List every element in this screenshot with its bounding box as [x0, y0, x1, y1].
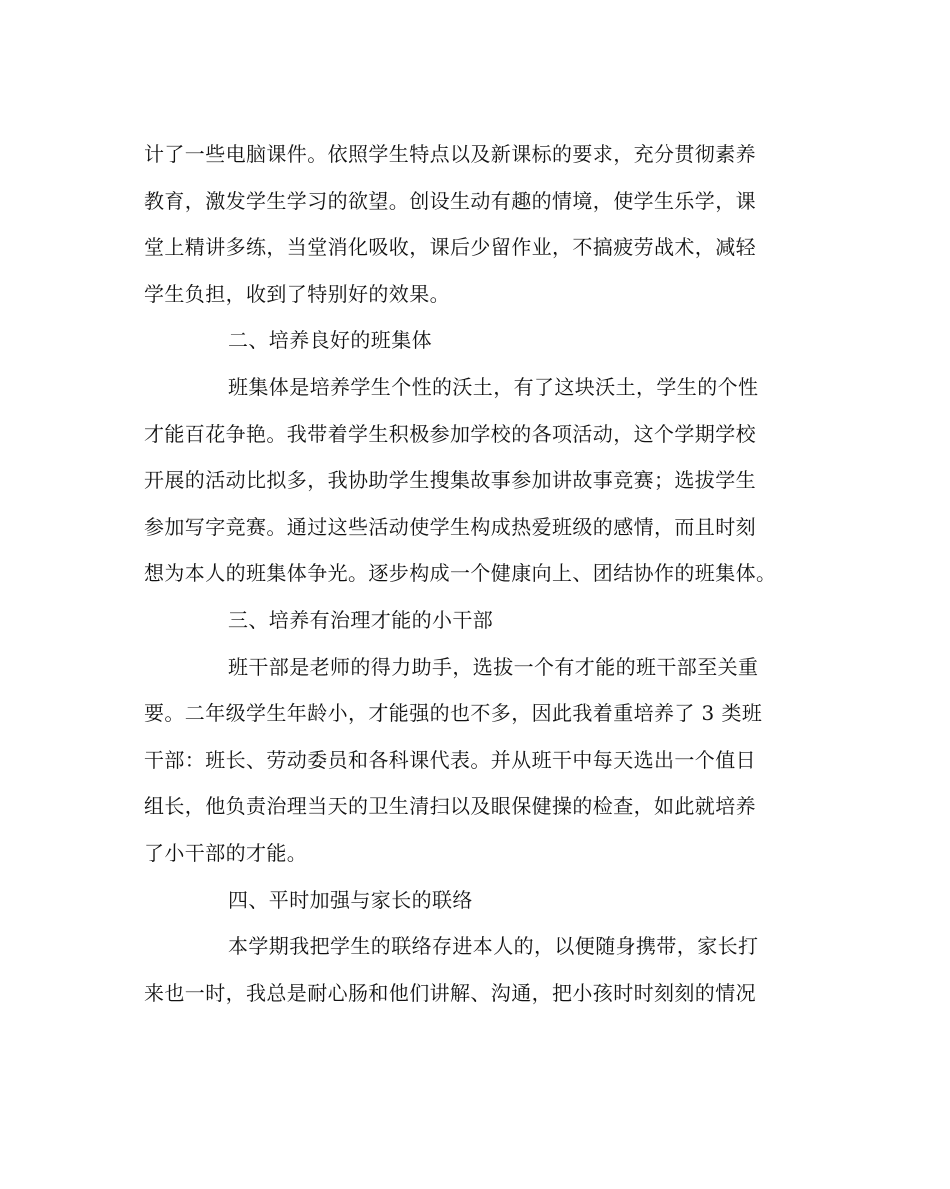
text-line: 了小干部的才能。	[144, 840, 308, 865]
text-line: 来也一时，我总是耐心肠和他们讲解、沟通，把小孩时时刻刻的情况	[144, 980, 756, 1005]
text-line: 才能百花争艳。我带着学生积极参加学校的各项活动，这个学期学校	[144, 421, 756, 446]
text-line: 计了一些电脑课件。依照学生特点以及新课标的要求，充分贯彻素养	[144, 142, 756, 166]
text-line: 干部：班长、劳动委员和各科课代表。并从班干中每天选出一个值日	[144, 747, 756, 772]
text-line: 想为本人的班集体争光。逐步构成一个健康向上、团结协作的班集体。	[144, 561, 777, 586]
section-heading: 三、培养有治理才能的小干部	[228, 607, 494, 632]
text-line: 教育，激发学生学习的欲望。创设生动有趣的情境，使学生乐学，课	[144, 188, 756, 213]
text-line: 堂上精讲多练，当堂消化吸收，课后少留作业，不搞疲劳战术，减轻	[144, 235, 756, 260]
text-line: 组长，他负责治理当天的卫生清扫以及眼保健操的检查，如此就培养	[144, 794, 756, 819]
section-heading: 二、培养良好的班集体	[228, 328, 432, 353]
text-line: 班集体是培养学生个性的沃土，有了这块沃土，学生的个性	[228, 374, 759, 399]
text-line: 班干部是老师的得力助手，选拔一个有才能的班干部至关重	[228, 654, 759, 679]
document-body	[144, 131, 814, 1016]
text-line: 要。二年级学生年龄小，才能强的也不多，因此我着重培养了 3 类班	[144, 701, 763, 726]
text-line: 开展的活动比拟多，我协助学生搜集故事参加讲故事竞赛；选拔学生	[144, 468, 756, 493]
text-line: 本学期我把学生的联络存进本人的，以便随身携带，家长打	[228, 934, 759, 959]
text-line: 参加写字竞赛。通过这些活动使学生构成热爱班级的感情，而且时刻	[144, 514, 756, 539]
section-heading: 四、平时加强与家长的联络	[228, 887, 473, 912]
text-line: 学生负担，收到了特别好的效果。	[144, 281, 450, 306]
